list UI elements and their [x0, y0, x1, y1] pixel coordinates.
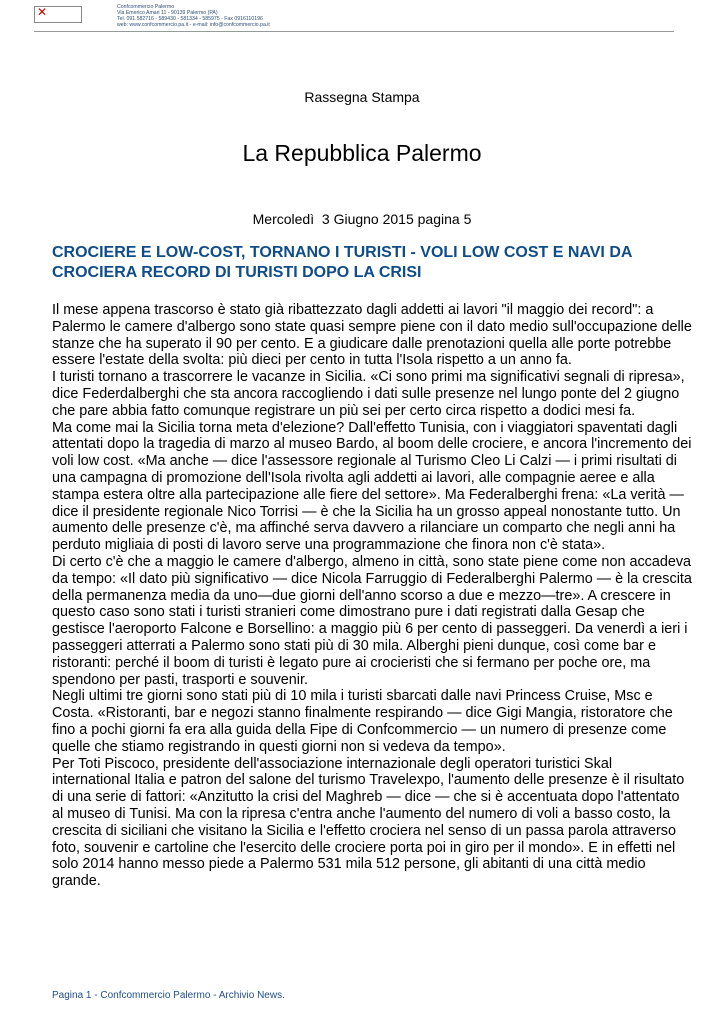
org-phone: Tel. 091.582716 - 589430 - 581334 - 585975 - Fax 0916110196 [117, 16, 263, 22]
article-paragraph: I turisti tornano a trascorrere le vacanze in Sicilia. «Ci sono primi ma significativi segnali di ripresa», dice Federdalberghi che sta ancora raccogliendo i dati sulle presenze nel lungo ponte del 2 giugno che pare abbia fatto comunque registrare un più sei per certo circa rispetto a dodici mesi fa. [52, 369, 685, 419]
article-paragraph: Di certo c'è che a maggio le camere d'albergo, almeno in città, sono state piene come non accadeva da tempo: «Il dato più significativo — dice Nicola Farruggio di Federalberghi Palermo — è la crescita della permanenza media da uno—due giorni dell'anno scorso a due e mezzo—tre». A crescere in questo caso sono stati i turisti stranieri come dimostrano pure i dati registrati dalla Gesap che gestisce l'aeroporto Falcone e Borsellino: a maggio più 6 per cento di passeggeri. Da venerdì a ieri i passeggeri atterrati a Palermo sono stati più di 30 mila. Alberghi pieni dunque, così come bar e ristoranti: perché il boom di turisti è legato pure ai crocieristi che si fermano per poche ore, ma spendono per pasti, trasporti e souvenir. [52, 553, 692, 688]
broken-image-icon: ✕ [37, 5, 48, 19]
newspaper-title: La Repubblica Palermo [242, 140, 482, 166]
org-address: Via Emerico Amari 11 - 90139 Palermo (PA) [117, 10, 218, 16]
article-body [52, 302, 692, 890]
logo-image [34, 6, 82, 23]
article-paragraph: Negli ultimi tre giorni sono stati più di 10 mila i turisti sbarcati dalle navi Princess Cruise, Msc e Costa. «Ristoranti, bar e negozi stanno finalmente respirando — dice Gigi Mangia, ristoratore che fino a pochi giorni fa era alla guida della Fipe di Confcommercio — un numero di presenze come quelle che stiamo registrando in questi giorni non si vedeva da tempo». [52, 688, 673, 755]
section-label: Rassegna Stampa [304, 89, 420, 105]
header-divider [34, 31, 674, 32]
article-paragraph: Ma come mai la Sicilia torna meta d'elezione? Dall'effetto Tunisia, con i viaggiatori spaventati dagli attentati dopo la tragedia di marzo al museo Bardo, al boom delle crociere, e ancora l'incremento dei voli low cost. «Ma anche — dice l'assessore regionale al Turismo Cleo Li Calzi — i primi risultati di una campagna di promozione dell'Isola rivolta agli addetti ai lavori, alle compagnie aeree e alla stampa estera oltre alla partecipazione alle fiere del settore». Ma Federalberghi frena: «La verità — dice il presidente regionale Nico Torrisi — è che la Sicilia ha un grosso appeal nonostante tutto. Un aumento delle presenze c'è, ma affinché serva davvero a rilanciare un comparto che negli anni ha perduto migliaia di posti di lavoro serve una programmazione che finora non c'è stata». [52, 419, 692, 554]
publication-date: Mercoledì 3 Giugno 2015 pagina 5 [252, 211, 472, 227]
article-paragraph: Per Toti Piscoco, presidente dell'associazione internazionale degli operatori turistici Skal international Italia e patron del salone del turismo Travelexpo, l'aumento delle presenze è il risultato di una serie di fattori: «Anzitutto la crisi del Maghreb — dice — che si è accentuata dopo l'attentato al museo di Tunisi. Ma con la ripresa c'entra anche l'aumento del numero di voli a basso costo, la crescita di siciliani che visitano la Sicilia e l'effetto crociera nel senso di un passa parola attraverso foto, souvenir e cartoline che l'esercito delle crociere porta poi in giro per il mondo». E in effetti nel solo 2014 hanno messo piede a Palermo 531 mila 512 persone, gli abitanti di una città medio grande. [52, 755, 685, 890]
org-name: Confcommercio Palermo [117, 4, 175, 10]
page-footer: Pagina 1 - Confcommercio Palermo - Archivio News. [52, 990, 285, 1001]
article-paragraph: Il mese appena trascorso è stato già ribattezzato dagli addetti ai lavori "il maggio dei record": a Palermo le camere d'albergo sono state quasi sempre piene con il dato medio sull'occupazione delle stanze che ha superato il 90 per cento. E a giudicare dalle prenotazioni quella alle porte potrebbe essere l'estate della svolta: più dieci per cento in tutta l'Isola rispetto a un anno fa. [52, 302, 692, 369]
org-contact-info [117, 4, 270, 28]
article-headline: CROCIERE E LOW-COST, TORNANO I TURISTI - VOLI LOW COST E NAVI DA CROCIERA RECORD DI TURISTI DOPO LA CRISI [52, 244, 632, 281]
org-web-email: web: www.confcommercio.pa.it - e-mail: info@confcommercio.pa.it [117, 22, 270, 28]
